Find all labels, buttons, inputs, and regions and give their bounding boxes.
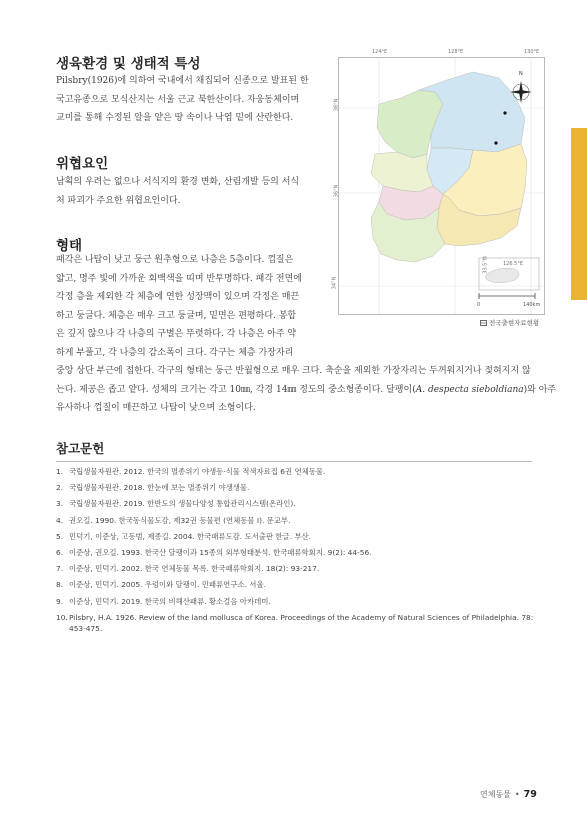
threat-heading: 위협요인	[56, 156, 109, 172]
morphology-paragraph-narrow	[56, 251, 326, 362]
text-line	[56, 381, 557, 400]
reference-item	[56, 579, 546, 591]
page-number: 79	[523, 789, 537, 800]
references-heading: 참고문헌	[56, 441, 105, 456]
footer-section-name: 연체동물	[480, 790, 511, 799]
reference-number: 2.	[56, 483, 64, 493]
text-line: 유사하나 껍질이 매끈하고 나탑이 낮으며 소형이다.	[56, 403, 256, 413]
reference-item	[56, 482, 546, 494]
map-inset-lat-label: 33.5°N	[482, 256, 489, 274]
record-dot	[503, 111, 506, 114]
reference-number: 9.	[56, 596, 64, 606]
reference-number: 8.	[56, 580, 64, 590]
reference-number: 3.	[56, 499, 64, 509]
map-inset-lon-label: 126.5°E	[503, 261, 523, 267]
map-lat-label: 36°N	[333, 184, 340, 198]
reference-item	[56, 531, 546, 543]
region-jeju	[485, 268, 519, 283]
footer-separator: •	[514, 790, 520, 799]
text-line: 국고유종으로 모식산지는 서울 근교 북한산이다. 자웅동체이며	[56, 94, 300, 105]
map-lon-label: 128°E	[448, 49, 464, 55]
reference-item	[56, 466, 546, 478]
record-dot	[494, 141, 497, 144]
text-line: 각정 층을 제외한 각 체층에 연한 성장맥이 있으며 각정은 매끈	[56, 292, 300, 302]
habitat-paragraph	[56, 72, 326, 128]
text-line: 중앙 상단 부근에 접한다. 각구의 형태는 둥근 반월형으로 매우 크다. 축순을 제외한 가장자리는 두꺼워지거나 젖혀지지 않	[56, 366, 531, 376]
reference-text: 이준상, 민덕기. 2005. 우렁이와 달팽이. 민패류연구소. 서울.	[69, 580, 266, 590]
reference-text: 권오길. 1990. 한국동식물도감, 제32권 동물편 (연체동물 Ⅰ). 문교부.	[69, 515, 291, 525]
region-chungnam	[371, 152, 433, 192]
reference-item	[56, 547, 546, 559]
map-lat-label: 38°N	[333, 98, 340, 112]
text-line: 얇고, 명주 빛에 가까운 회백색을 띠며 반투명하다. 패각 전면에	[56, 273, 302, 284]
references-divider	[56, 461, 532, 462]
morphology-heading: 형태	[56, 238, 83, 254]
references-list	[56, 466, 546, 639]
reference-text: 이준상, 권오길. 1993. 한국산 달팽이과 15종의 외부형태분석. 한국패류학회지. 9(2): 44-56.	[69, 547, 372, 557]
scale-label-end: 140km	[523, 302, 541, 308]
chapter-tab	[571, 128, 587, 300]
reference-text: 이준상, 민덕기. 2002. 한국 연체동물 목록. 한국패류학회지. 18(2): 93-217.	[69, 564, 320, 574]
reference-number: 4.	[56, 515, 64, 525]
caption-text: 전국출현자료현황	[489, 319, 540, 327]
map-legend-icon	[480, 320, 487, 326]
reference-text: 국립생물자원관. 2019. 한반도의 생물다양성 통합관리시스템(온라인).	[69, 499, 296, 509]
map-canvas	[339, 58, 544, 314]
distribution-map	[338, 57, 545, 315]
map-lon-label: 130°E	[524, 49, 540, 55]
habitat-heading: 생육환경 및 생태적 특성	[56, 56, 201, 72]
text-line: 처 파괴가 주요한 위협요인이다.	[56, 195, 181, 206]
text-fragment: 는다. 제공은 좁고 얕다. 성체의 크기는 각고 10㎜, 각경 14㎜ 정도의 중소형종이다. 달팽이(	[56, 384, 416, 395]
reference-text: 이준상, 민덕기. 2019. 한국의 비해산패류. 황소걸음 아카데미.	[69, 596, 271, 606]
reference-text: 민덕기, 이준상, 고동범, 제종길. 2004. 한국패류도감. 도서출판 한글. 부산.	[69, 531, 312, 541]
reference-item	[56, 563, 546, 575]
text-fragment: )와 아주	[523, 384, 557, 395]
text-line: 하고 둥글다. 체층은 매우 크고 둥글며, 밑면은 편평하다. 봉합	[56, 310, 297, 321]
reference-number: 6.	[56, 547, 64, 557]
text-line: 하게 부풀고, 각 나층의 감소폭이 크다. 각구는 체층 가장자리	[56, 347, 294, 358]
reference-number: 7.	[56, 564, 64, 574]
threat-paragraph	[56, 173, 326, 210]
scale-bar	[479, 293, 535, 299]
page-footer	[480, 789, 537, 800]
reference-item	[56, 612, 546, 635]
morphology-paragraph-wide	[56, 362, 557, 418]
text-line: 교미를 통해 수정된 알을 얕은 땅 속이나 낙엽 밑에 산란한다.	[56, 113, 294, 123]
reference-number: 10.	[56, 612, 68, 622]
reference-text: 국립생물자원관. 2012. 한국의 멸종위기 야생동·식물 적색자료집 6권 연체동물.	[69, 467, 326, 476]
reference-item	[56, 498, 546, 510]
map-lat-label: 34°N	[331, 276, 338, 290]
map-caption	[480, 318, 539, 327]
reference-text: Pilsbry, H.A. 1926. Review of the land mollusca of Korea. Proceedings of the Academy of Natural Sciences of Philadelphia. 78: 453-475.	[69, 612, 534, 634]
reference-item	[56, 596, 546, 608]
reference-item	[56, 515, 546, 527]
text-line: 패각은 나탑이 낮고 둥근 원추형으로 나층은 5층이다. 껍질은	[56, 255, 294, 265]
reference-number: 1.	[56, 467, 64, 476]
reference-text: 국립생물자원관. 2018. 한눈에 보는 멸종위기 야생생물.	[69, 483, 250, 493]
map-lon-label: 124°E	[372, 49, 388, 55]
species-name: A. despecta sieboldiana	[415, 384, 524, 395]
text-line: 은 깊지 않으나 각 나층의 구별은 뚜렷하다. 각 나층은 아주 약	[56, 329, 297, 339]
scale-label-start: 0	[477, 302, 481, 308]
reference-number: 5.	[56, 531, 64, 541]
north-label: N	[519, 71, 523, 77]
text-line: 남획의 우려는 없으나 서식지의 환경 변화, 산림개발 등의 서식	[56, 177, 300, 187]
text-line: Pilsbry(1926)에 의하여 국내에서 채집되어 신종으로 발표된 한	[56, 76, 309, 86]
